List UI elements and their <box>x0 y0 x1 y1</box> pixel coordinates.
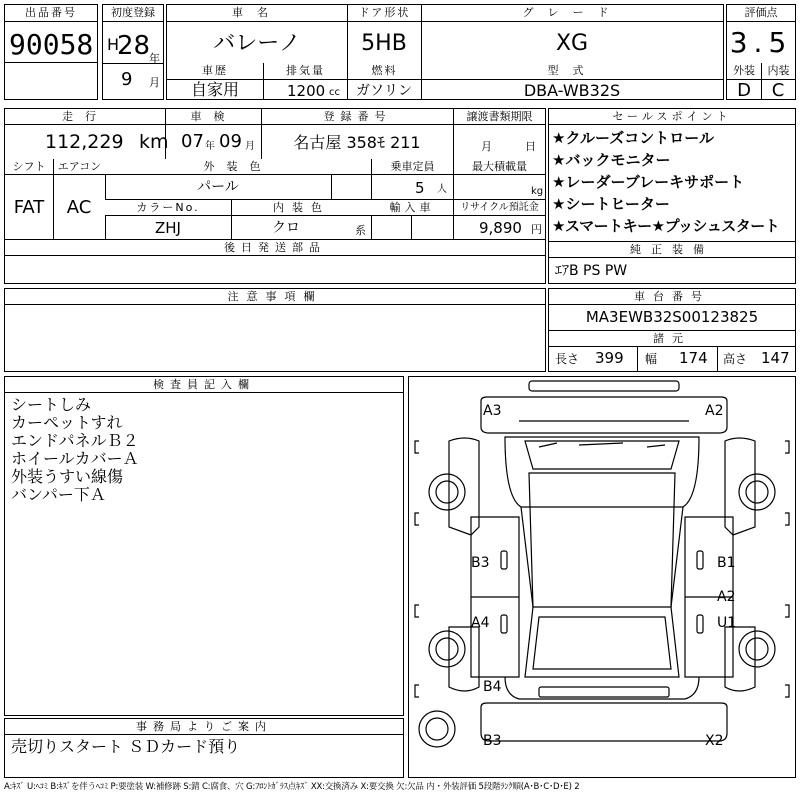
height: 147 <box>761 349 790 367</box>
plate: 名古屋 358ﾓ 211 <box>293 133 421 152</box>
damage-mark-1: A3 <box>483 403 502 419</box>
reg-year-unit: 年 <box>149 52 160 65</box>
loadcap-unit: kg <box>531 186 544 197</box>
recycle: 9,890 <box>479 219 522 237</box>
displacement-header: 排気量 <box>263 63 347 80</box>
reg-year: 28 <box>117 31 151 61</box>
inspector-line-1: シートしみ <box>11 395 92 414</box>
height-label: 高さ <box>723 352 748 366</box>
reg-month: 9 <box>121 69 133 90</box>
shift: FAT <box>13 197 45 218</box>
inspection-header: 車検 <box>165 109 261 125</box>
damage-mark-8: B4 <box>483 679 502 695</box>
car-diagram-box <box>408 376 796 778</box>
score: 3.5 <box>729 26 793 59</box>
office-text: 売切りスタート ＳＤカード預り <box>11 737 241 756</box>
ac: AC <box>66 197 92 218</box>
car-name-header: 車名 <box>167 5 347 22</box>
damage-mark-2: A2 <box>705 403 724 419</box>
damage-mark-5: A2 <box>717 589 736 605</box>
chassis-header: 車台番号 <box>549 289 795 305</box>
sales-point-3: ★レーダーブレーキサポート <box>552 173 745 191</box>
spec-header: 諸元 <box>549 331 795 347</box>
capacity-unit: 人 <box>437 184 447 195</box>
later-parts-header: 後日発送部品 <box>5 240 545 256</box>
legend: A:ｷｽﾞ U:ﾍｺﾐ B:ｷｽﾞを伴うﾍｺﾐ P:要塗装 W:補修跡 S:錆 C:腐食、穴 G:ﾌﾛﾝﾄｶﾞﾗｽ点ｷｽﾞ XX:交換済み X:要交換 欠:欠品 内・外装評価 5段階ﾗﾝｸ順(A･B･C･D･E) 2 <box>4 782 580 792</box>
loadcap-header: 最大積載量 <box>453 159 545 175</box>
int-color-header: 内装色 <box>231 200 371 216</box>
mileage: 112,229 <box>45 131 124 153</box>
fuel-header: 燃料 <box>347 63 421 80</box>
insp-year-unit: 年 <box>205 141 215 152</box>
displacement: 1200 <box>287 82 326 100</box>
listing-no-header: 出品番号 <box>5 5 97 22</box>
model: DBA-WB32S <box>523 81 621 100</box>
insp-year: 07 <box>181 131 204 152</box>
color-no-header: カラーNo. <box>105 200 231 216</box>
insp-month: 09 <box>219 131 242 152</box>
era: H <box>107 35 120 54</box>
sales-point-5: ★スマートキー★プッシュスタート <box>552 217 780 235</box>
first-reg-box <box>102 4 164 100</box>
int-header: 内装 <box>761 63 795 80</box>
chassis-box <box>548 288 796 372</box>
ext-score: D <box>737 80 751 101</box>
int-color: クロ <box>272 220 300 236</box>
mileage-unit: km <box>139 131 169 153</box>
listing-no-box <box>4 4 98 100</box>
transfer-day: 日 <box>525 140 536 153</box>
first-reg-header: 初度登録 <box>103 5 163 22</box>
sales-point-1: ★クルーズコントロール <box>552 129 714 147</box>
shift-header: シフト <box>5 159 53 175</box>
ac-header: エアコン <box>53 159 105 175</box>
history: 自家用 <box>190 80 239 99</box>
ext-header: 外装 <box>727 63 761 80</box>
sales-point-2: ★バックモニター <box>552 151 671 169</box>
inspector-line-6: バンパー下Ａ <box>11 485 106 504</box>
mileage-header: 走行 <box>5 109 165 125</box>
color-no: ZHJ <box>155 219 181 237</box>
inspector-line-4: ホイールカバーＡ <box>11 449 139 468</box>
car-name: バレーノ <box>213 31 301 56</box>
history-header: 車歴 <box>167 63 263 80</box>
length: 399 <box>595 349 624 367</box>
reg-month-unit: 月 <box>149 76 160 89</box>
fuel: ガソリン <box>356 83 412 99</box>
capacity: 5 <box>415 179 425 197</box>
inspector-line-3: エンドパネルＢ２ <box>11 431 139 450</box>
sales-points-box <box>548 108 796 284</box>
score-header: 評価点 <box>727 5 795 22</box>
car-diagram <box>409 377 795 777</box>
equipment-value: ｴｱB PS PW <box>555 263 628 279</box>
grade: XG <box>555 31 589 56</box>
width: 174 <box>679 349 708 367</box>
equipment-header: 純正装備 <box>549 242 795 258</box>
length-label: 長さ <box>555 352 580 366</box>
damage-mark-7: U1 <box>717 615 737 631</box>
recycle-unit: 円 <box>531 223 542 236</box>
import-header: 輸入車 <box>371 200 453 216</box>
office-box <box>4 718 404 778</box>
damage-mark-3: B3 <box>471 555 490 571</box>
transfer-month: 月 <box>481 140 492 153</box>
vehicle-detail-box <box>4 108 546 284</box>
color-header: 外装色 <box>105 159 371 175</box>
damage-mark-6: A4 <box>471 615 490 631</box>
int-color-unit: 系 <box>355 224 366 237</box>
capacity-header: 乗車定員 <box>371 159 453 175</box>
office-header: 事務局よりご案内 <box>5 719 403 735</box>
sales-point-4: ★シートヒーター <box>552 195 670 213</box>
notes-header: 注意事項欄 <box>5 289 545 305</box>
color: パール <box>197 179 239 195</box>
inspector-line-5: 外装うすい線傷 <box>11 467 124 486</box>
plate-header: 登録番号 <box>261 109 453 125</box>
model-header: 型式 <box>421 63 723 80</box>
chassis-number: MA3EWB32S00123825 <box>585 308 759 326</box>
inspector-header: 検査員記入欄 <box>5 377 403 393</box>
sales-points-header: セールスポイント <box>549 109 795 125</box>
displacement-unit: cc <box>329 87 340 98</box>
recycle-header: リサイクル預託金 <box>453 200 545 216</box>
notes-box <box>4 288 546 372</box>
insp-month-unit: 月 <box>245 141 255 152</box>
damage-mark-10: X2 <box>705 733 724 749</box>
door-type: 5HB <box>361 31 407 56</box>
door-header: ドア形状 <box>347 5 421 22</box>
inspector-box <box>4 376 404 716</box>
main-info-box <box>166 4 724 100</box>
inspector-line-2: カーペットすれ <box>11 413 123 432</box>
score-box <box>726 4 796 100</box>
damage-mark-4: B1 <box>717 555 736 571</box>
transfer-header: 譲渡書類期限 <box>453 109 545 125</box>
damage-mark-9: B3 <box>483 733 502 749</box>
listing-no: 90058 <box>9 28 94 61</box>
grade-header: グレード <box>421 5 723 22</box>
int-score: C <box>771 80 785 101</box>
width-label: 幅 <box>645 352 658 366</box>
